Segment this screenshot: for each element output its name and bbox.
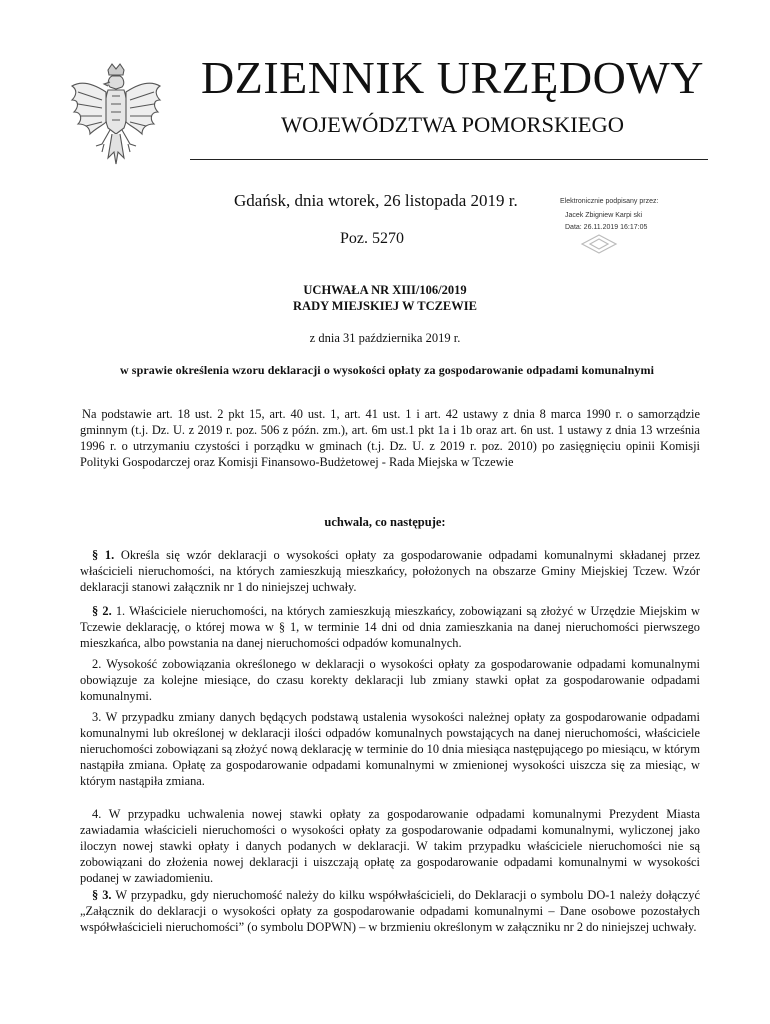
electronic-signature xyxy=(558,196,698,264)
enactment-clause: uchwala, co następuje: xyxy=(324,515,446,529)
eagle-emblem-icon xyxy=(68,62,164,168)
signature-name: Jacek Zbigniew Karpi ski xyxy=(565,212,643,219)
section-mark: § 2. xyxy=(92,604,112,618)
paragraph-text: W przypadku, gdy nieruchomość należy do kilku współwłaścicieli, do Deklaracji o symbolu DO-1 należy dołączyć „Załącznik do deklaracji o wysokości opłaty za gospodarowanie odpadami komunalnymi – Dane osobowe pozostałych współwłaścicieli nieruchomości” (o symbolu DOPWN) – w brzmieniu określonym w załączniku nr 2 do niniejszej uchwały. xyxy=(80,888,701,934)
section-mark: § 3. xyxy=(92,888,112,902)
paragraph-1 xyxy=(80,547,700,595)
section-mark: § 1. xyxy=(92,548,115,562)
paragraph-2-item-3 xyxy=(80,709,700,789)
resolution-date: z dnia 31 października 2019 r. xyxy=(309,331,461,345)
paragraph-text: 4. W przypadku uchwalenia nowej stawki opłaty za gospodarowanie odpadami komunalnymi Prezydent Miasta zawiadamia właścicieli nieruchomości o wysokości opłaty za gospodarowanie odpadami komunalnymi, wyliczonej jako iloczyn nowej stawki opłaty i danych podanych w deklaracji. W takim przypadku właściciele nieruchomości nie są zobowiązani do złożenia nowej deklaracji i uiszczają opłatę za gospodarowanie odpadami komunalnymi w wysokości podanej w zawiadomieniu. xyxy=(80,807,700,885)
paragraph-text: 3. W przypadku zmiany danych będących podstawą ustalenia wysokości należnej opłaty za gospodarowanie odpadami komunalnymi lub określonej w deklaracji ilości odpadów komunalnych powstających na danej nieruchomości, właściciele nieruchomości zobowiązani są złożyć nową deklarację w terminie do 10 dnia miesiąca następującego po miesiącu, w którym nastąpiła zmiana. Opłatę za gospodarowanie odpadami komunalnymi w zmienionej wysokości uiszcza się za miesiąc, w którym nastąpiła zmiana. xyxy=(80,710,700,788)
header-divider xyxy=(190,159,708,160)
journal-title: DZIENNIK URZĘDOWY xyxy=(201,52,704,103)
signature-label: Elektronicznie podpisany przez: xyxy=(560,198,659,205)
resolution-heading xyxy=(0,282,770,314)
paragraph-text: Określa się wzór deklaracji o wysokości opłaty za gospodarowanie odpadami komunalnymi składanej przez właścicieli nieruchomości, na których zamieszkują mieszkańcy, położonych na obszarze Gminy Miejskiej Tczew. Wzór deklaracji stanowi załącznik nr 1 do niniejszej uchwały. xyxy=(80,548,701,594)
publication-date: Gdańsk, dnia wtorek, 26 listopada 2019 r. xyxy=(234,191,518,210)
journal-subtitle: WOJEWÓDZTWA POMORSKIEGO xyxy=(280,112,625,137)
position-number: Poz. 5270 xyxy=(340,230,404,247)
resolution-body: RADY MIEJSKIEJ W TCZEWIE xyxy=(293,299,477,313)
signature-date: Data: 26.11.2019 16:17:05 xyxy=(565,224,648,231)
resolution-subject: w sprawie określenia wzoru deklaracji o wysokości opłaty za gospodarowanie odpadami komunalnymi xyxy=(119,363,655,377)
paragraph-3 xyxy=(80,887,700,935)
paragraph-2 xyxy=(80,603,700,651)
paragraph-text: 2. Wysokość zobowiązania określonego w deklaracji o wysokości opłaty za gospodarowanie odpadami komunalnymi obowiązuje za kolejne miesiące, do czasu korekty deklaracji lub zmiany stawki opłat za gospodarowanie odpadami komunalnymi. xyxy=(80,657,700,703)
preamble: Na podstawie art. 18 ust. 2 pkt 15, art. 40 ust. 1, art. 41 ust. 1 i art. 42 ustawy z dnia 8 marca 1990 r. o samorządzie gminnym (t.j. Dz. U. z 2019 r. poz. 506 z późn. zm.), art. 6m ust.1 pkt 1a i 1b oraz art. 6n ust. 1 ustawy z dnia 13 września 1996 r. o utrzymaniu czystości i porządku w gminach (t.j. Dz. U. z 2019 r. poz. 2010) po zasięgnięciu opinii Komisji Polityki Gospodarczej oraz Komisji Finansowo-Budżetowej - Rada Miejska w Tczewie xyxy=(80,407,700,469)
signature-stamp-icon xyxy=(578,232,620,256)
paragraph-text: 1. Właściciele nieruchomości, na których zamieszkują mieszkańcy, zobowiązani są złożyć w Urzędzie Miejskim w Tczewie deklarację, o której mowa w § 1, w terminie 14 dni od dnia zamieszkania na danej nieruchomości pierwszego mieszkańca, albo powstania na danej nieruchomości odpadów komunalnych. xyxy=(80,604,700,650)
resolution-number: UCHWAŁA NR XIII/106/2019 xyxy=(303,283,467,297)
paragraph-2-item-4 xyxy=(80,806,700,886)
paragraph-2-item-2 xyxy=(80,656,700,704)
